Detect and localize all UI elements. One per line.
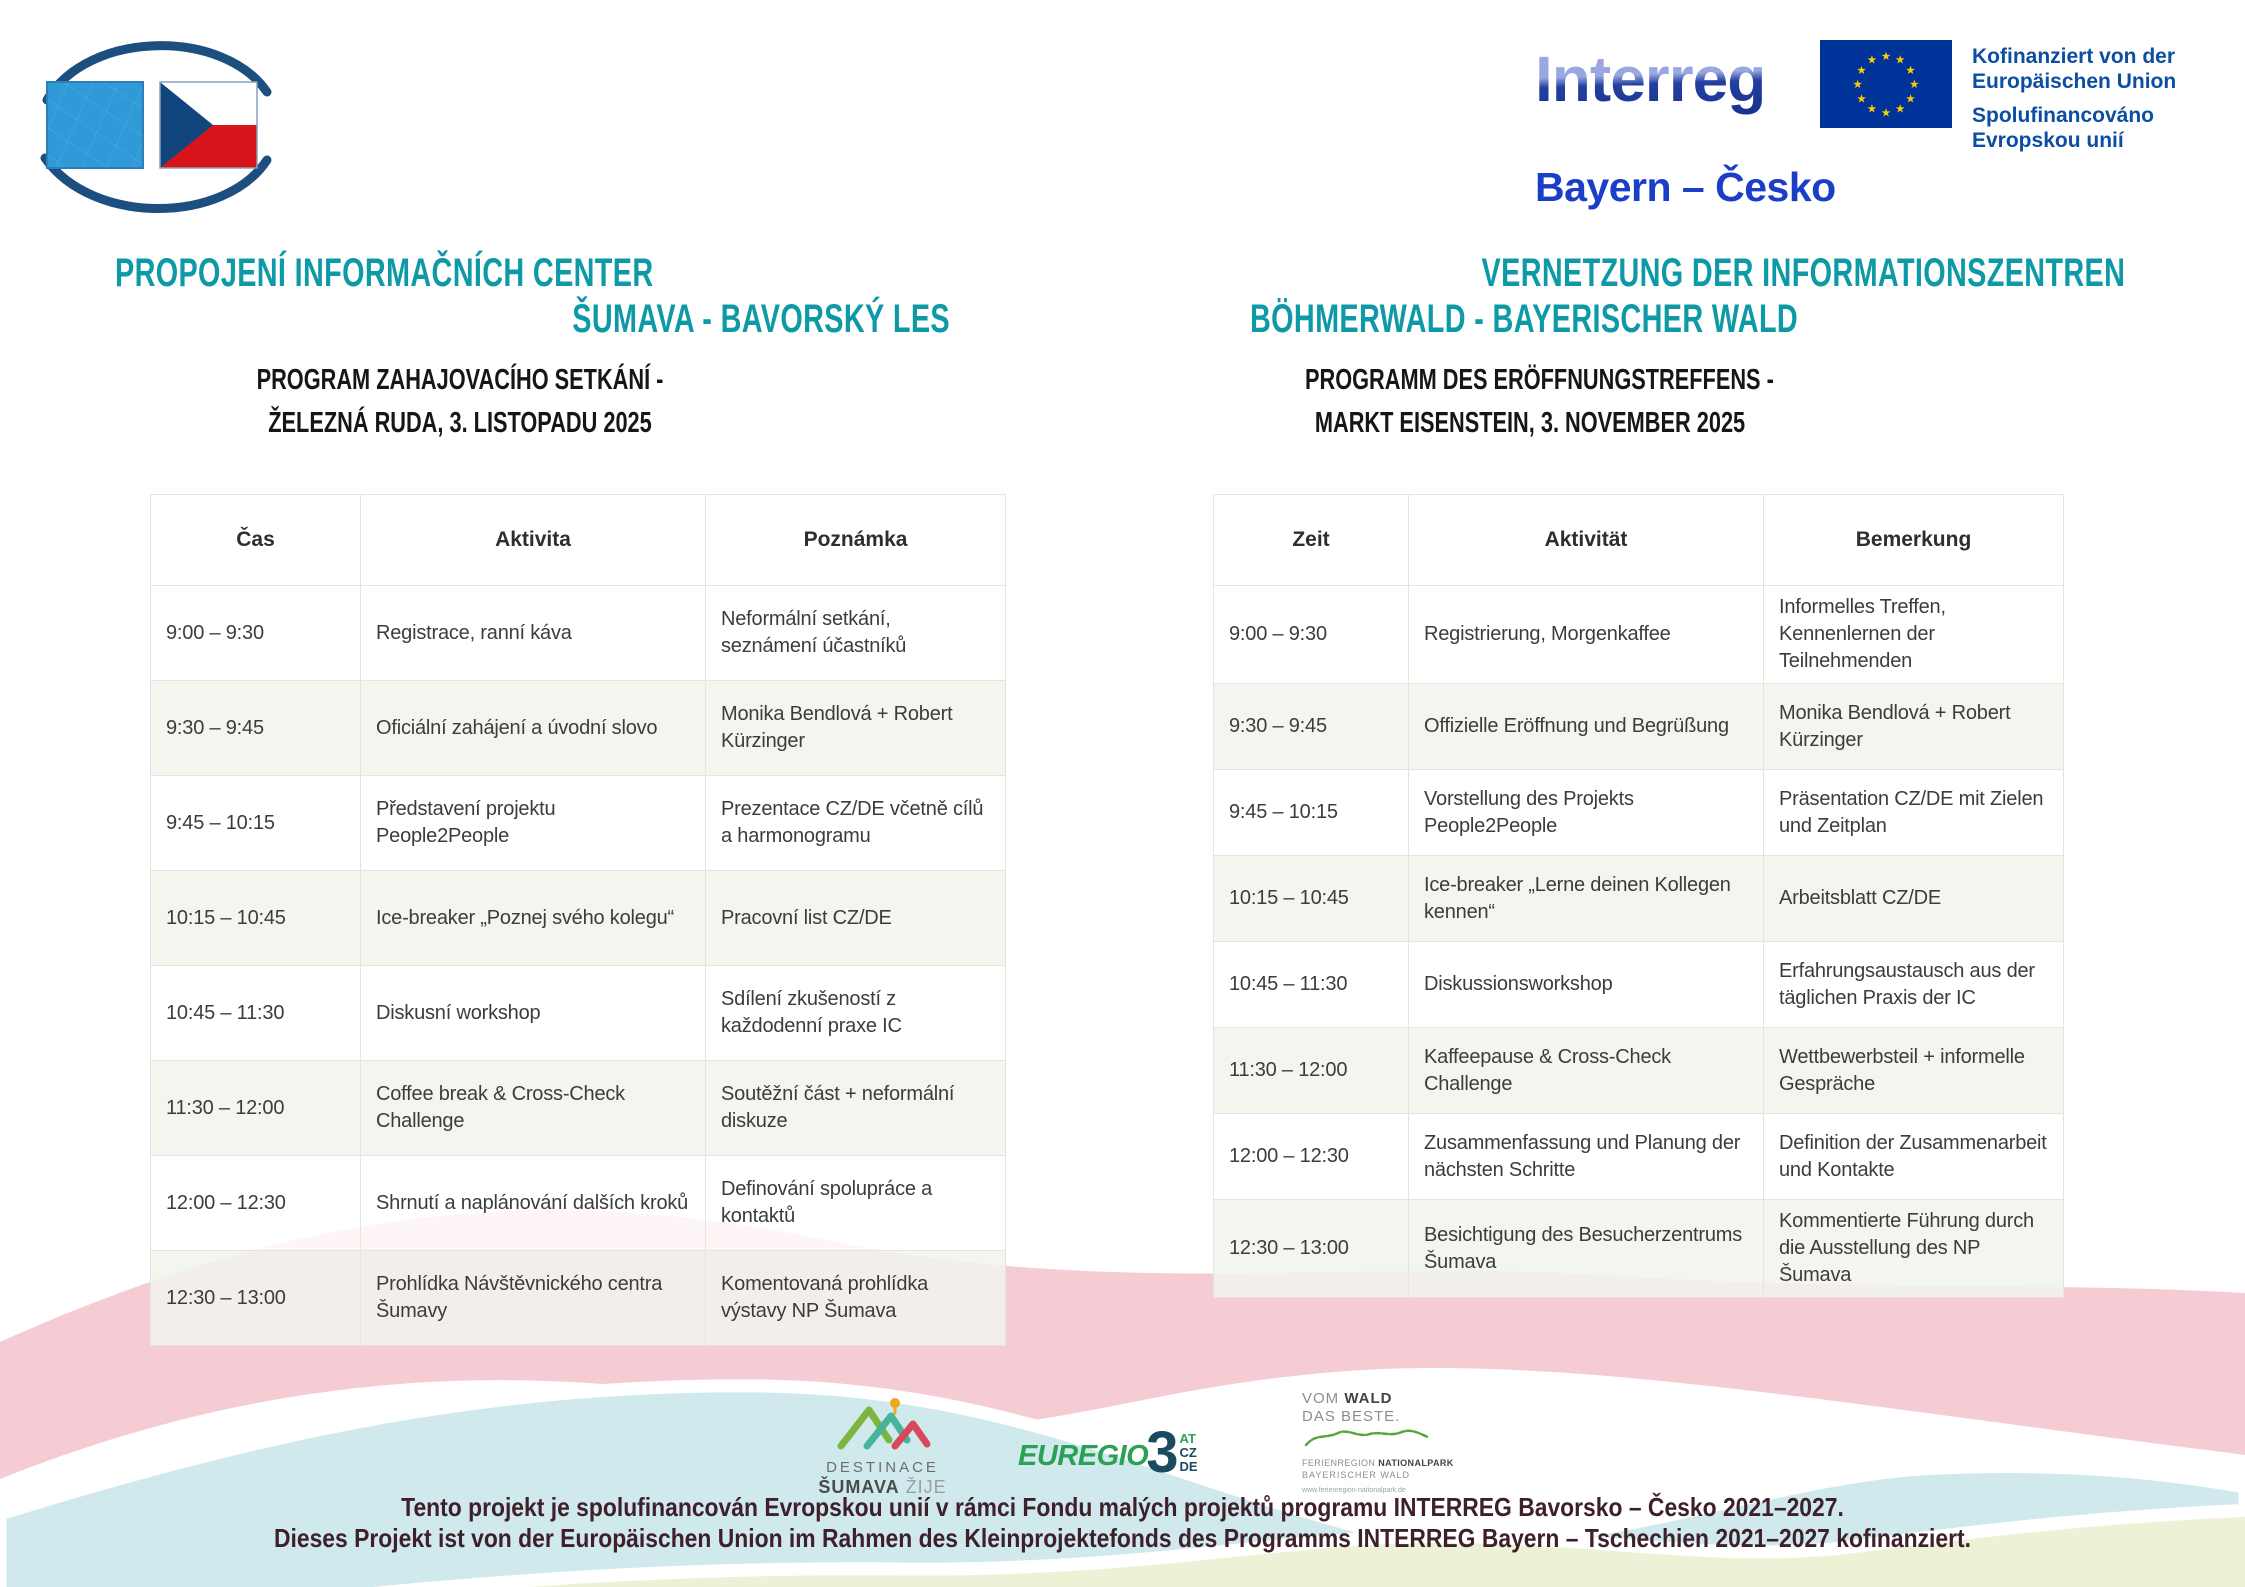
time-cell: 10:45 – 11:30 [1214, 942, 1409, 1028]
table-row [1214, 942, 2064, 1028]
col-header-cas: Čas [151, 495, 361, 586]
vom-wald-label: VOM WALD [1302, 1390, 1393, 1407]
das-beste-label: DAS BESTE. [1302, 1408, 1401, 1425]
right-subtitle-line1: PROGRAMM DES ERÖFFNUNGSTREFFENS - [1305, 364, 1774, 396]
table-header-row [1214, 495, 2064, 586]
funding-text-german: Kofinanziert von der Europäischen Union [1972, 45, 2177, 93]
bayerischer-wald-label: BAYERISCHER WALD [1302, 1470, 1411, 1480]
time-cell: 12:00 – 12:30 [151, 1156, 361, 1251]
time-cell: 9:45 – 10:15 [1214, 770, 1409, 856]
note-cell: Sdílení zkušeností z každodenní praxe IC [706, 966, 1006, 1061]
time-cell: 12:30 – 13:00 [151, 1251, 361, 1346]
col-header-zeit: Zeit [1214, 495, 1409, 586]
note-cell: Kommentierte Führung durch die Ausstellung des NP Šumava [1764, 1200, 2064, 1298]
svg-text:★: ★ [1852, 77, 1863, 92]
svg-text:★: ★ [1856, 63, 1867, 78]
table-header-row [151, 495, 1006, 586]
activity-cell: Prohlídka Návštěvnického centra Šumavy [361, 1251, 706, 1346]
time-cell: 9:00 – 9:30 [1214, 586, 1409, 684]
left-title-line1: PROPOJENÍ INFORMAČNÍCH CENTER [115, 251, 654, 295]
note-cell: Präsentation CZ/DE mit Zielen und Zeitplan [1764, 770, 2064, 856]
table-row [1214, 856, 2064, 942]
svg-text:★: ★ [1894, 101, 1906, 116]
note-cell: Prezentace CZ/DE včetně cílů a harmonogramu [706, 776, 1006, 871]
activity-cell: Registrace, ranní káva [361, 586, 706, 681]
euregio-wordmark: EUREGIO [1018, 1440, 1149, 1472]
activity-cell: Besichtigung des Besucherzentrums Šumava [1409, 1200, 1764, 1298]
svg-text:★: ★ [1866, 101, 1878, 116]
activity-cell: Offizielle Eröffnung und Begrüßung [1409, 684, 1764, 770]
activity-cell: Coffee break & Cross-Check Challenge [361, 1061, 706, 1156]
destinace-label: DESTINACE [826, 1459, 939, 1476]
ridge-line-icon [1302, 1425, 1432, 1449]
table-row [1214, 770, 2064, 856]
note-cell: Definování spolupráce a kontaktů [706, 1156, 1006, 1251]
table-row [1214, 1028, 2064, 1114]
note-cell: Informelles Treffen, Kennenlernen der Teilnehmenden [1764, 586, 2064, 684]
right-subtitle-line2: MARKT EISENSTEIN, 3. NOVEMBER 2025 [1314, 407, 1746, 439]
svg-text:★: ★ [1905, 91, 1916, 106]
time-cell: 10:15 – 10:45 [151, 871, 361, 966]
funding-text-czech: Spolufinancováno Evropskou unií [1972, 104, 2155, 152]
eu-flag [1820, 40, 1952, 128]
destinace-sumava-logo [795, 1396, 970, 1498]
time-cell: 10:15 – 10:45 [1214, 856, 1409, 942]
col-header-aktivita: Aktivita [361, 495, 706, 586]
czech-program-table [150, 494, 1006, 1346]
svg-text:★: ★ [1905, 63, 1916, 78]
activity-cell: Registrierung, Morgenkaffee [1409, 586, 1764, 684]
cofinancing-credit-text [0, 1492, 2245, 1554]
svg-text:★: ★ [1880, 48, 1892, 63]
sumava-zije-label: ŠUMAVA ŽIJE [818, 1477, 947, 1497]
note-cell: Arbeitsblatt CZ/DE [1764, 856, 2064, 942]
note-cell: Komentovaná prohlídka výstavy NP Šumava [706, 1251, 1006, 1346]
note-cell: Pracovní list CZ/DE [706, 871, 1006, 966]
note-cell: Monika Bendlová + Robert Kürzinger [1764, 684, 2064, 770]
activity-cell: Vorstellung des Projekts People2People [1409, 770, 1764, 856]
right-page-subtitle [1230, 364, 1830, 440]
ferienregion-nationalpark-label: FERIENREGION NATIONALPARK [1302, 1458, 1454, 1468]
svg-text:★: ★ [1894, 52, 1906, 67]
col-header-poznamka: Poznámka [706, 495, 1006, 586]
svg-text:★: ★ [1856, 91, 1867, 106]
eu-funding-text [1972, 44, 2222, 153]
left-page-subtitle [160, 364, 760, 440]
interreg-program-name: Bayern – Česko [1535, 164, 1836, 210]
table-row [1214, 684, 2064, 770]
table-row [151, 871, 1006, 966]
time-cell: 9:30 – 9:45 [1214, 684, 1409, 770]
table-row [1214, 1200, 2064, 1298]
euregio-region-codes: AT CZ DE [1179, 1431, 1198, 1474]
time-cell: 11:30 – 12:00 [1214, 1028, 1409, 1114]
table-row [151, 966, 1006, 1061]
euregio-number: 3 [1146, 1420, 1179, 1485]
note-cell: Neformální setkání, seznámení účastníků [706, 586, 1006, 681]
time-cell: 9:30 – 9:45 [151, 681, 361, 776]
time-cell: 10:45 – 11:30 [151, 966, 361, 1061]
bavaria-czech-flags-logo [33, 20, 281, 232]
table-row [151, 681, 1006, 776]
euregio-logo [1018, 1420, 1198, 1485]
interreg-logo-text: Interreg [1535, 43, 1766, 115]
nationalpark-url: www.ferienregion-nationalpark.de [1302, 1487, 1406, 1494]
col-header-aktivitaet: Aktivität [1409, 495, 1764, 586]
svg-text:★: ★ [1909, 77, 1920, 92]
nationalpark-bayerischer-wald-logo [1302, 1390, 1462, 1494]
activity-cell: Zusammenfassung und Planung der nächsten Schritte [1409, 1114, 1764, 1200]
table-row [151, 1156, 1006, 1251]
note-cell: Soutěžní část + neformální diskuze [706, 1061, 1006, 1156]
german-program-table [1213, 494, 2064, 1298]
activity-cell: Shrnutí a naplánování dalších kroků [361, 1156, 706, 1251]
note-cell: Monika Bendlová + Robert Kürzinger [706, 681, 1006, 776]
svg-text:★: ★ [1866, 52, 1878, 67]
table-row [151, 1061, 1006, 1156]
activity-cell: Kaffeepause & Cross-Check Challenge [1409, 1028, 1764, 1114]
time-cell: 12:30 – 13:00 [1214, 1200, 1409, 1298]
table-row [1214, 586, 2064, 684]
activity-cell: Diskussionsworkshop [1409, 942, 1764, 1028]
table-row [151, 586, 1006, 681]
activity-cell: Ice-breaker „Poznej svého kolegu“ [361, 871, 706, 966]
left-page-title [115, 250, 950, 342]
credit-line-german: Dieses Projekt ist von der Europäischen Union im Rahmen des Kleinprojektefonds des Programms INTERREG Bayern – Tschechien 2021–2027 kofinanziert. [273, 1523, 1972, 1553]
table-row [1214, 1114, 2064, 1200]
left-subtitle-line2: ŽELEZNÁ RUDA, 3. LISTOPADU 2025 [268, 407, 652, 439]
time-cell: 11:30 – 12:00 [151, 1061, 361, 1156]
mountains-icon [823, 1396, 943, 1452]
table-row [151, 1251, 1006, 1346]
time-cell: 9:00 – 9:30 [151, 586, 361, 681]
left-title-line2: ŠUMAVA - BAVORSKÝ LES [572, 297, 950, 341]
activity-cell: Ice-breaker „Lerne deinen Kollegen kennen“ [1409, 856, 1764, 942]
right-title-line1: VERNETZUNG DER INFORMATIONSZENTREN [1481, 251, 2126, 295]
note-cell: Wettbewerbsteil + informelle Gespräche [1764, 1028, 2064, 1114]
right-page-title [1250, 250, 2126, 342]
activity-cell: Představení projektu People2People [361, 776, 706, 871]
svg-text:★: ★ [1880, 105, 1892, 120]
note-cell: Definition der Zusammenarbeit und Kontakte [1764, 1114, 2064, 1200]
credit-line-czech: Tento projekt je spolufinancován Evropskou unií v rámci Fondu malých projektů programu INTERREG Bavorsko – Česko 2021–2027. [401, 1492, 1844, 1522]
czech-flag [160, 82, 257, 168]
right-title-line2: BÖHMERWALD - BAYERISCHER WALD [1250, 297, 1799, 341]
left-subtitle-line1: PROGRAM ZAHAJOVACÍHO SETKÁNÍ - [256, 364, 664, 396]
time-cell: 9:45 – 10:15 [151, 776, 361, 871]
activity-cell: Oficiální zahájení a úvodní slovo [361, 681, 706, 776]
activity-cell: Diskusní workshop [361, 966, 706, 1061]
time-cell: 12:00 – 12:30 [1214, 1114, 1409, 1200]
note-cell: Erfahrungsaustausch aus der täglichen Praxis der IC [1764, 942, 2064, 1028]
bavarian-flag [47, 82, 143, 168]
col-header-bemerkung: Bemerkung [1764, 495, 2064, 586]
table-row [151, 776, 1006, 871]
